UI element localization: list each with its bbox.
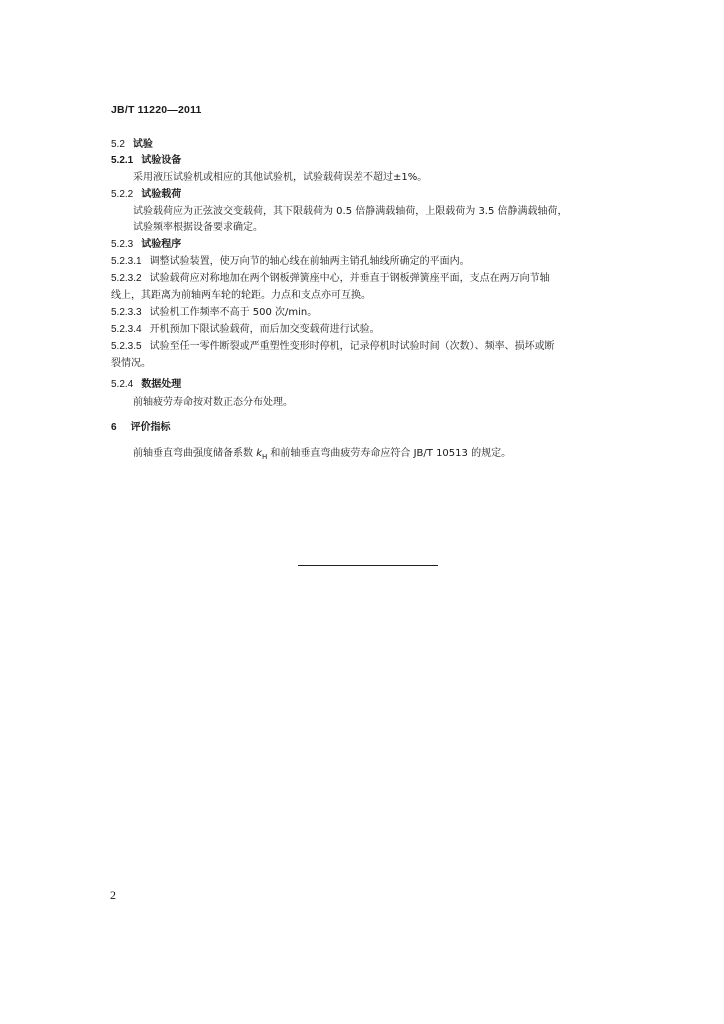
- section-6-heading: [111, 421, 171, 435]
- clause-number: 5.2.3.5: [111, 341, 142, 352]
- section-number: 5.2.1: [111, 155, 134, 166]
- section-number: 6: [111, 422, 117, 433]
- section-title: 试验: [132, 139, 153, 150]
- symbol-subscript: H: [261, 453, 268, 461]
- section-number: 5.2: [111, 139, 125, 150]
- section-5-2-2-text-line2: 试验频率根据设备要求确定。: [133, 222, 263, 233]
- section-title: 试验程序: [141, 239, 182, 250]
- text-part: 和前轴垂直弯曲疲劳寿命应符合 JB/T 10513 的规定。: [267, 448, 512, 459]
- section-5-2-4-heading: [111, 378, 181, 392]
- section-5-2-1-text: 采用液压试验机或相应的其他试验机，试验载荷误差不超过±1%。: [133, 172, 428, 183]
- clause-5-2-3-5-line1: [111, 340, 555, 354]
- clause-5-2-3-2-line2: 线上，其距离为前轴两车轮的轮距。力点和支点亦可互换。: [111, 290, 371, 301]
- text-part: 前轴垂直弯曲强度储备系数: [133, 448, 257, 459]
- end-rule: [298, 565, 438, 566]
- clause-number: 5.2.3.3: [111, 307, 142, 318]
- clause-5-2-3-4: [111, 323, 380, 337]
- section-6-text: [133, 447, 511, 464]
- clause-number: 5.2.3.1: [111, 256, 142, 267]
- clause-text: 试验载荷应对称地加在两个钢板弹簧座中心，并垂直于钢板弹簧座平面，支点在两万向节轴: [149, 273, 550, 284]
- section-5-2-2-text-line1: 试验载荷应为正弦波交变载荷，其下限载荷为 0.5 倍静满载轴荷，上限载荷为 3.5 倍静满载轴荷，: [133, 206, 568, 217]
- clause-5-2-3-1: [111, 255, 470, 269]
- section-number: 5.2.3: [111, 239, 134, 250]
- clause-text: 试验机工作频率不高于 500 次/min。: [149, 307, 318, 318]
- section-5-2-1-heading: [111, 154, 181, 168]
- section-number: 5.2.2: [111, 189, 134, 200]
- clause-number: 5.2.3.2: [111, 273, 142, 284]
- clause-text: 调整试验装置，使万向节的轴心线在前轴两主销孔轴线所确定的平面内。: [149, 256, 470, 267]
- section-5-2-4-text: 前轴疲劳寿命按对数正态分布处理。: [133, 397, 293, 408]
- clause-number: 5.2.3.4: [111, 324, 142, 335]
- section-title: 评价指标: [130, 422, 171, 433]
- clause-5-2-3-2-line1: [111, 272, 550, 286]
- section-5-2-2-heading: [111, 188, 181, 202]
- section-5-2-heading: [111, 138, 153, 152]
- page-number: 2: [110, 888, 116, 902]
- section-title: 试验设备: [141, 155, 182, 166]
- section-title: 试验载荷: [141, 189, 182, 200]
- section-5-2-3-heading: [111, 238, 181, 252]
- clause-text: 开机预加下限试验载荷，而后加交变载荷进行试验。: [149, 324, 380, 335]
- symbol-k: k: [256, 448, 262, 459]
- clause-5-2-3-5-line2: 裂情况。: [111, 358, 151, 369]
- clause-text: 试验至任一零件断裂或严重塑性变形时停机，记录停机时试验时间（次数）、频率、损坏或断: [149, 341, 555, 352]
- section-title: 数据处理: [141, 379, 182, 390]
- clause-5-2-3-3: [111, 306, 317, 320]
- section-number: 5.2.4: [111, 379, 134, 390]
- standard-code-header: JB/T 11220—2011: [111, 104, 202, 116]
